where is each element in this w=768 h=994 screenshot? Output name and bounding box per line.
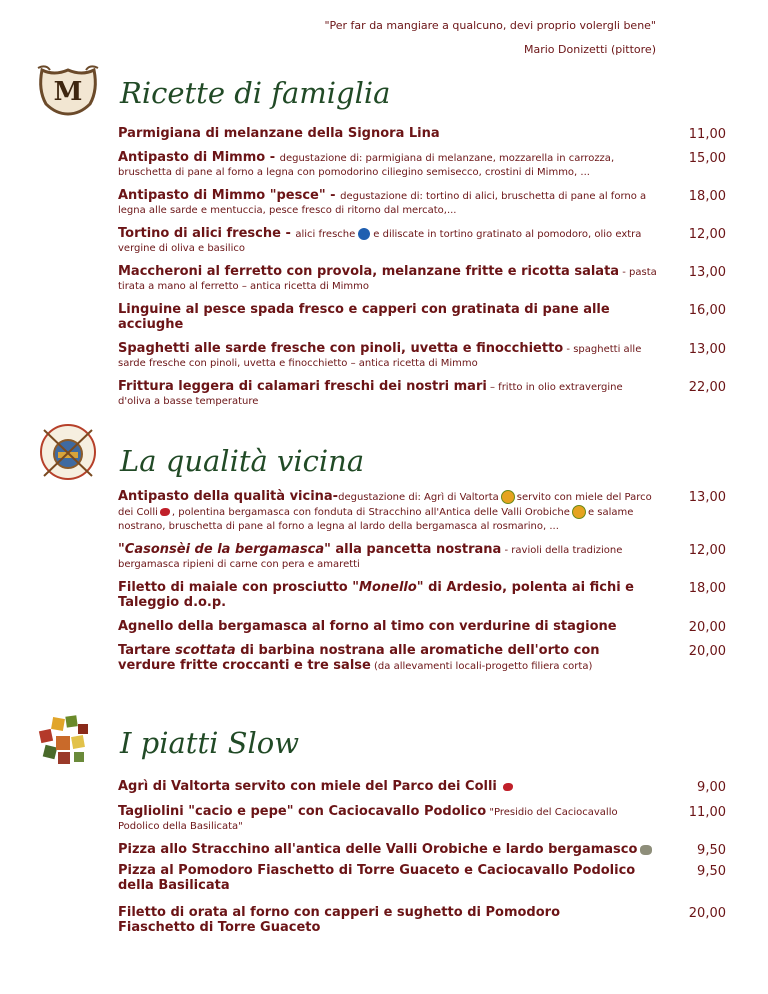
- family-crest-logo: [36, 64, 100, 116]
- menu-section-qualita: [118, 490, 726, 683]
- dish-price: 13,00: [688, 490, 726, 505]
- menu-section-slow: [118, 780, 726, 945]
- dish-name: Parmigiana di melanzane della Signora Lina: [118, 126, 440, 141]
- section-title-qualita: La qualità vicina: [120, 444, 365, 478]
- dish-description: (da allevamenti locali-progetto filiera corta): [370, 661, 593, 672]
- dish-description: alici fresche: [295, 229, 356, 240]
- menu-item: [118, 543, 726, 572]
- menu-item: [118, 864, 726, 894]
- dish-name: Antipasto di Mimmo "pesce" -: [118, 188, 341, 203]
- slow-food-icon: [358, 228, 370, 240]
- qualita-badge-logo: [36, 420, 100, 482]
- dish-price: 9,00: [697, 780, 726, 795]
- dish-name: Agnello della bergamasca al forno al timo con verdurine di stagione: [118, 619, 617, 634]
- menu-item: [118, 265, 726, 294]
- dish-name: Tartare: [118, 643, 176, 658]
- section-title-ricette: Ricette di famiglia: [120, 76, 391, 110]
- dish-name: alla pancetta nostrana: [330, 542, 502, 557]
- quote-author: Mario Donizetti (pittore): [523, 43, 656, 56]
- menu-item: [118, 906, 726, 936]
- dish-price: 9,50: [697, 843, 726, 858]
- dish-price: 11,00: [688, 805, 726, 820]
- menu-item: [118, 303, 726, 333]
- dish-price: 15,00: [688, 151, 726, 166]
- quote-text: "Per far da mangiare a qualcuno, devi proprio volergli bene": [324, 19, 656, 32]
- dish-name-italic: scottata: [175, 643, 236, 658]
- menu-section-ricette: [118, 127, 726, 418]
- dish-name: Frittura leggera di calamari freschi dei nostri mari: [118, 379, 487, 394]
- snail-icon: [572, 505, 586, 519]
- dish-name: Pizza allo Stracchino all'antica delle Valli Orobiche e lardo bergamasco: [118, 842, 638, 857]
- dish-description: degustazione di: Agrì di Valtorta: [338, 492, 499, 503]
- dish-description: e salame nostrano, bruschetta di pane al forno a legna al lardo della bergamasca al rosmarino, ...: [118, 507, 634, 532]
- menu-item: [118, 620, 726, 635]
- dish-price: 20,00: [688, 906, 726, 921]
- dish-price: 16,00: [688, 303, 726, 318]
- dish-description: – fritto in olio extravergine d'oliva a basse temperature: [118, 382, 623, 407]
- menu-item: [118, 843, 726, 858]
- dish-price: 11,00: [688, 127, 726, 142]
- header-quote-block: [324, 14, 656, 62]
- dish-price: 13,00: [688, 342, 726, 357]
- dish-name: Spaghetti alle sarde fresche con pinoli, uvetta e finocchietto: [118, 341, 564, 356]
- dish-name-italic: Monello": [359, 580, 424, 595]
- menu-item: [118, 189, 726, 218]
- dish-price: 13,00: [688, 265, 726, 280]
- dish-description: - spaghetti alle sarde fresche con pinoli, uvetta e finocchietto – antica ricetta di Mimmo: [118, 344, 642, 369]
- dish-name: Tortino di alici fresche -: [118, 226, 296, 241]
- dish-name-italic: "Casonsèi de la bergamasca": [118, 542, 331, 557]
- menu-item: [118, 644, 726, 674]
- dish-description: e diliscate in tortino gratinato al pomodoro, olio extra vergine di oliva e basilico: [118, 229, 642, 254]
- dish-name: Filetto di maiale con prosciutto ": [118, 580, 360, 595]
- menu-item: [118, 227, 726, 256]
- dish-description: degustazione di: tortino di alici, bruschetta di pane al forno a legna alle sarde e mentuccia, pesce fresco di ritorno dal mercato,...: [118, 191, 647, 216]
- dish-name: Linguine al pesce spada fresco e capperi con gratinata di pane alle acciughe: [118, 302, 610, 332]
- menu-item: [118, 805, 726, 834]
- menu-item: [118, 127, 726, 142]
- dish-price: 20,00: [688, 620, 726, 635]
- slow-food-logo: [34, 708, 100, 774]
- ladybug-icon: [160, 508, 170, 516]
- menu-item: [118, 342, 726, 371]
- dish-description: - ravioli della tradizione bergamasca ripieni di carne con pera e amaretti: [118, 545, 623, 570]
- dish-description: degustazione di: parmigiana di melanzane, mozzarella in carrozza, bruschetta di pane al forno a legna con pomodorino ciliegino semisecco, crostini di Mimmo, ...: [118, 153, 615, 178]
- dish-price: 18,00: [688, 189, 726, 204]
- svg-text:M: M: [53, 77, 83, 107]
- dish-price: 18,00: [688, 581, 726, 596]
- dish-description: "Presidio del Caciocavallo Podolico della Basilicata": [118, 807, 618, 832]
- dish-description: , polentina bergamasca con fonduta di Stracchino all'Antica delle Valli Orobiche: [171, 507, 570, 518]
- dish-name: Tagliolini "cacio e pepe" con Caciocavallo Podolico: [118, 804, 487, 819]
- snail-icon: [501, 490, 515, 504]
- menu-item: [118, 581, 726, 611]
- dish-price: 9,50: [697, 864, 726, 879]
- dish-description: - pasta tirata a mano al ferretto – antica ricetta di Mimmo: [118, 267, 657, 292]
- dish-price: 20,00: [688, 644, 726, 659]
- menu-item: [118, 490, 726, 534]
- dish-price: 22,00: [688, 380, 726, 395]
- cow-icon: [640, 845, 652, 855]
- section-title-slow: I piatti Slow: [120, 726, 300, 760]
- dish-name: Antipasto di Mimmo -: [118, 150, 280, 165]
- menu-item: [118, 151, 726, 180]
- menu-item: [118, 380, 726, 409]
- dish-description: servito con miele del Parco dei Colli: [118, 492, 652, 518]
- dish-name: Filetto di orata al forno con capperi e sughetto di Pomodoro Fiaschetto di Torre Guaceto: [118, 905, 560, 935]
- dish-name: Pizza al Pomodoro Fiaschetto di Torre Guaceto e Caciocavallo Podolico della Basilicata: [118, 863, 636, 893]
- dish-price: 12,00: [688, 227, 726, 242]
- dish-name: di Ardesio, polenta ai fichi e Taleggio d.o.p.: [118, 580, 635, 610]
- dish-name: di barbina nostrana alle aromatiche dell'orto con verdure fritte croccanti e tre salse: [118, 643, 600, 673]
- dish-name: Agrì di Valtorta servito con miele del Parco dei Colli: [118, 779, 497, 794]
- dish-name: Maccheroni al ferretto con provola, melanzane fritte e ricotta salata: [118, 264, 620, 279]
- ladybug-icon: [503, 783, 513, 791]
- menu-item: [118, 780, 726, 795]
- dish-price: 12,00: [688, 543, 726, 558]
- dish-name: Antipasto della qualità vicina-: [118, 489, 339, 504]
